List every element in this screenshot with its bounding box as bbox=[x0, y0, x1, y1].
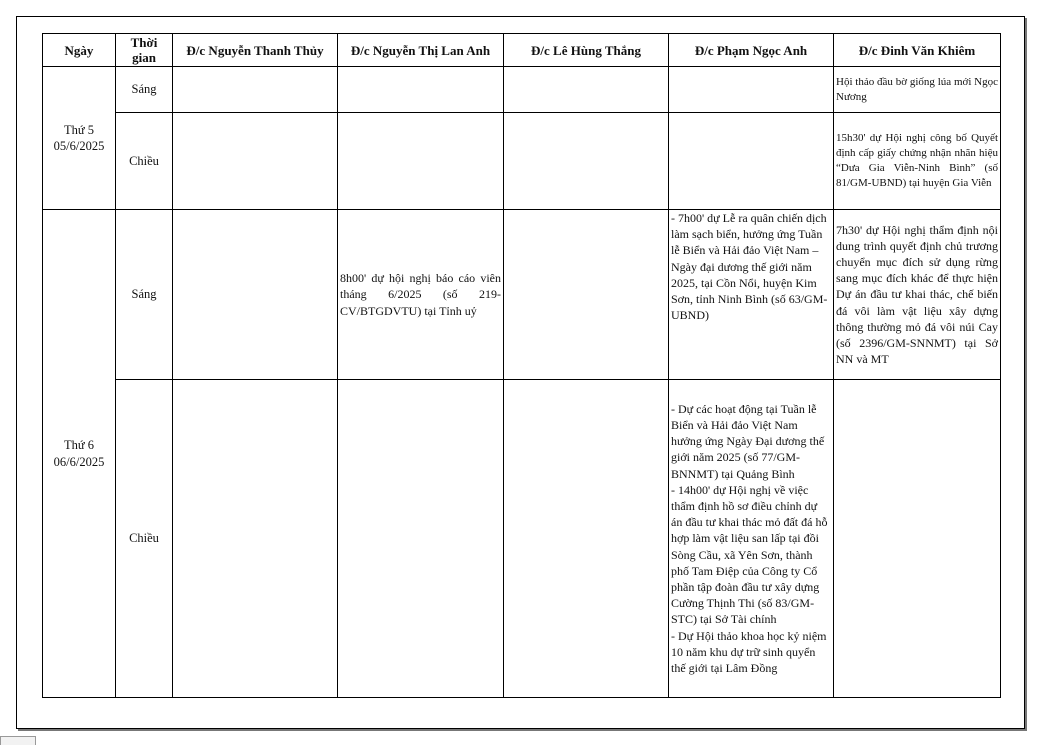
header-person-4: Đ/c Phạm Ngọc Anh bbox=[669, 34, 834, 67]
day-name: Thứ 5 bbox=[63, 122, 95, 137]
day-date: 05/6/2025 bbox=[53, 139, 105, 153]
schedule-cell bbox=[338, 113, 504, 210]
day-name: Thứ 6 bbox=[63, 438, 95, 453]
period-cell: Sáng bbox=[116, 67, 173, 113]
schedule-cell bbox=[504, 210, 669, 380]
table-row bbox=[43, 113, 1001, 210]
schedule-cell bbox=[338, 67, 504, 113]
day-cell bbox=[43, 67, 116, 210]
schedule-cell bbox=[504, 67, 669, 113]
header-day: Ngày bbox=[43, 34, 116, 67]
schedule-cell bbox=[669, 113, 834, 210]
table-row bbox=[43, 380, 1001, 698]
header-time: Thời gian bbox=[116, 34, 173, 67]
header-person-1: Đ/c Nguyễn Thanh Thủy bbox=[173, 34, 338, 67]
schedule-cell bbox=[173, 210, 338, 380]
schedule-cell bbox=[173, 380, 338, 698]
period-cell: Sáng bbox=[116, 210, 173, 380]
day-cell bbox=[43, 210, 116, 698]
schedule-cell: Hội thảo đầu bờ giống lúa mới Ngọc Nương bbox=[834, 67, 1001, 113]
schedule-cell: 8h00' dự hội nghị báo cáo viên tháng 6/2025 (số 219-CV/BTGDVTU) tại Tỉnh uỷ bbox=[338, 210, 504, 380]
schedule-cell bbox=[669, 67, 834, 113]
day-date: 06/6/2025 bbox=[53, 454, 105, 469]
schedule-table bbox=[42, 33, 1001, 698]
header-person-5: Đ/c Đinh Văn Khiêm bbox=[834, 34, 1001, 67]
schedule-cell bbox=[834, 380, 1001, 698]
table-row bbox=[43, 210, 1001, 380]
schedule-cell: - 7h00' dự Lễ ra quân chiến dịch làm sạch biển, hưởng ứng Tuần lễ Biển và Hải đảo Việt Nam – Ngày đại dương thế giới năm 2025, tại Cồn Nổi, huyện Kim Sơn, tỉnh Ninh Bình (số 63/GM-UBND) bbox=[669, 210, 834, 380]
schedule-cell bbox=[173, 67, 338, 113]
header-row bbox=[43, 34, 1001, 67]
header-person-2: Đ/c Nguyễn Thị Lan Anh bbox=[338, 34, 504, 67]
schedule-cell: 15h30' dự Hội nghị công bố Quyết định cấp giấy chứng nhận nhãn hiệu “Dưa Gia Viễn-Ninh Bình” (số 81/GM-UBND) tại huyện Gia Viễn bbox=[834, 113, 1001, 210]
table-row bbox=[43, 67, 1001, 113]
schedule-cell bbox=[504, 113, 669, 210]
schedule-cell bbox=[173, 113, 338, 210]
schedule-cell: 7h30' dự Hội nghị thẩm định nội dung trình quyết định chủ trương chuyển mục đích sử dụng rừng sang mục đích khác để thực hiện Dự án đầu tư khai thác, chế biến đá vôi làm vật liệu xây dựng thông thường mỏ đá vôi núi Cay (số 2396/GM-SNNMT) tại Sở NN và MT bbox=[834, 210, 1001, 380]
period-cell: Chiều bbox=[116, 113, 173, 210]
header-person-3: Đ/c Lê Hùng Thắng bbox=[504, 34, 669, 67]
schedule-cell bbox=[504, 380, 669, 698]
schedule-cell bbox=[338, 380, 504, 698]
schedule-cell: - Dự các hoạt động tại Tuần lễ Biển và Hải đảo Việt Nam hưởng ứng Ngày Đại dương thế giới năm 2025 (số 77/GM-BNNMT) tại Quảng Bình - 14h00' dự Hội nghị về việc thẩm định hồ sơ điều chỉnh dự án đầu tư khai thác mỏ đất đá hỗ hợp làm vật liệu san lấp tại đồi Sòng Cầu, xã Yên Sơn, thành phố Tam Điệp của Công ty Cổ phần tập đoàn đầu tư xây dựng Cường Thịnh Thi (số 83/GM-STC) tại Sở Tài chính - Dự Hội thảo khoa học kỷ niệm 10 năm khu dự trữ sinh quyển thế giới tại Lâm Đồng bbox=[669, 380, 834, 698]
period-cell: Chiều bbox=[116, 380, 173, 698]
